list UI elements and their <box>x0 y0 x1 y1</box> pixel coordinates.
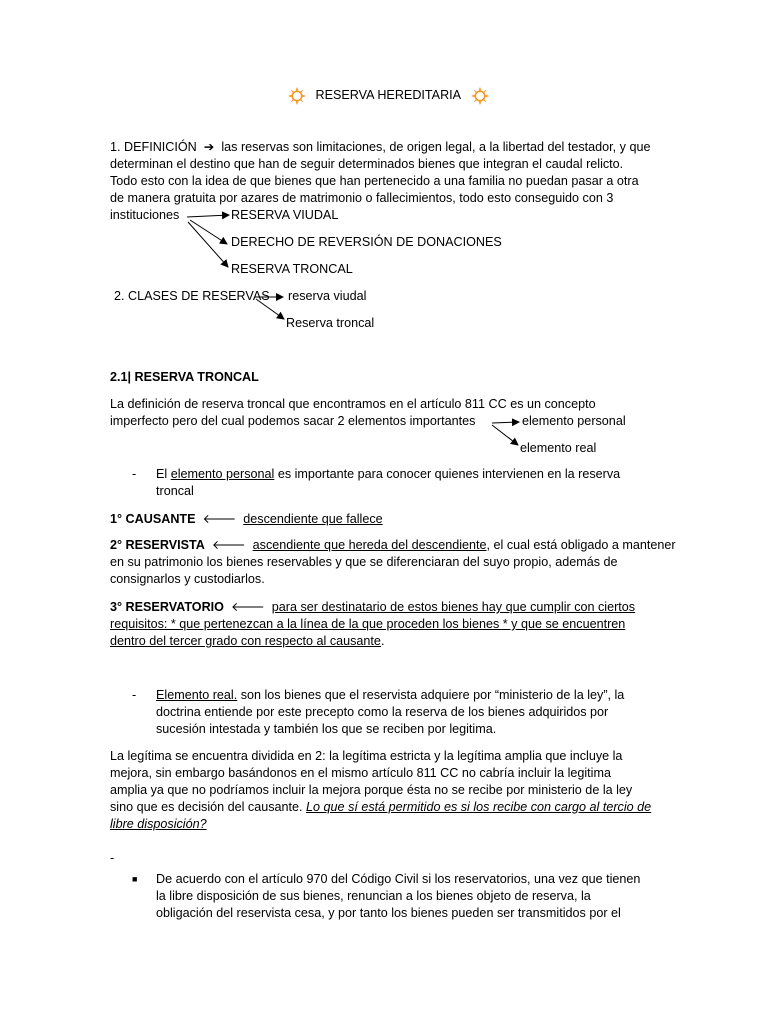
left-arrow-icon: 🡐 <box>208 538 250 552</box>
intro-line-2: imperfecto pero del cual podemos sacar 2 elementos importantes <box>110 414 476 428</box>
bullet2-line-3: sucesión intestada y también los que se reciben por legitima. <box>156 722 497 736</box>
legitima-line-2: mejora, sin embargo basándonos en el mismo artículo 811 CC no cabría incluir la legitima <box>110 766 611 780</box>
dash-bullet-icon: - <box>132 467 137 481</box>
left-arrow-icon: 🡐 <box>199 512 240 526</box>
clase-item: reserva viudal <box>288 289 367 303</box>
section-heading: 2.1| RESERVA TRONCAL <box>110 370 259 384</box>
page-title: RESERVA HEREDITARIA <box>315 88 462 103</box>
reservista-label: 2° RESERVISTA <box>110 538 205 552</box>
intro-line-1: La definición de reserva troncal que encontramos en el artículo 811 CC es un concepto <box>110 397 596 411</box>
legitima-line-3: amplia ya que no podríamos incluir la mejora porque ésta no se recibe por ministerio de la ley <box>110 783 633 797</box>
definicion-line-3: Todo esto con la idea de que bienes que han pertenecido a una familia no puedan pasar a otra <box>110 174 639 188</box>
sq-line-3: obligación del reservista cesa, y por tanto los bienes pueden ser transmitidos por el <box>156 906 621 920</box>
bullet-text-post: es importante para conocer quienes intervienen en la reserva <box>277 467 621 481</box>
legitima-italic-1: Lo que sí está permitido es si los recibe con cargo al tercio de <box>306 800 652 814</box>
clase-item: Reserva troncal <box>286 316 375 330</box>
reservatorio-label: 3° RESERVATORIO <box>110 600 224 614</box>
connector-arrow <box>256 299 284 319</box>
stray-dash: - <box>110 851 115 865</box>
legitima-italic-2: libre disposición? <box>110 817 207 831</box>
dash-bullet-icon: - <box>132 688 137 702</box>
connector-arrow <box>187 215 229 217</box>
definicion-line-4: de manera gratuita por azares de matrimonio o fallecimientos, todo esto conseguido con 3 <box>110 191 614 205</box>
legitima-line-1: La legítima se encuentra dividida en 2: la legítima estricta y la legítima amplia que incluye la <box>110 749 623 763</box>
institucion-item: RESERVA TRONCAL <box>231 262 353 276</box>
bullet2-post: son los bienes que el reservista adquiere por “ministerio de la ley”, la <box>237 688 625 702</box>
reservatorio-line-2: requisitos: * que pertenezcan a la línea de la que proceden los bienes * y que se encuentren <box>110 617 626 631</box>
right-arrow-icon: ➔ <box>200 140 218 154</box>
definicion-text-1: las reservas son limitaciones, de origen legal, a la libertad del testador, y que <box>221 140 651 154</box>
clases-label: 2. CLASES DE RESERVAS <box>114 289 270 303</box>
bullet-text-pre: El <box>156 467 168 481</box>
reservatorio-end: . <box>380 634 385 648</box>
institucion-item: RESERVA VIUDAL <box>231 208 339 222</box>
causante-label: 1° CAUSANTE <box>110 512 196 526</box>
definicion-line-2: determinan el destino que han de seguir determinados bienes que integran el caudal relicto. <box>110 157 624 171</box>
left-arrow-icon: 🡐 <box>227 600 269 614</box>
bullet-line-2: troncal <box>156 484 194 498</box>
sq-line-1: De acuerdo con el artículo 970 del Código Civil si los reservatorios, una vez que tienen <box>156 872 641 886</box>
reservista-line-2: en su patrimonio los bienes reservables y que se diferenciaran del suyo propio, además de <box>110 555 618 569</box>
reservista-post: , el cual está obligado a mantener <box>486 538 676 552</box>
connector-arrow <box>492 422 519 423</box>
bullet2-underline: Elemento real. <box>156 688 238 702</box>
bullet2-line-2: doctrina entiende por este precepto como la reserva de los bienes adquiridos por <box>156 705 609 719</box>
square-bullet-icon: ■ <box>132 874 138 884</box>
reservista-underline: ascendiente que hereda del descendiente <box>252 538 487 552</box>
connector-arrow <box>188 222 228 267</box>
institucion-item: DERECHO DE REVERSIÓN DE DONACIONES <box>231 235 502 249</box>
connector-arrow <box>492 425 518 445</box>
reservatorio-text-1: para ser destinatario de estos bienes hay que cumplir con ciertos <box>271 600 636 614</box>
elemento-item: elemento personal <box>522 414 626 428</box>
sq-line-2: la libre disposición de sus bienes, renuncian a los bienes objeto de reserva, la <box>156 889 591 903</box>
legitima-line-4: sino que es decisión del causante. <box>110 800 303 814</box>
bullet-text-underline: elemento personal <box>170 467 275 481</box>
connector-arrow <box>190 220 227 244</box>
reservatorio-line-3: dentro del tercer grado con respecto al causante <box>110 634 381 648</box>
definicion-line-5: instituciones <box>110 208 180 222</box>
reservista-line-3: consignarlos y custodiarlos. <box>110 572 265 586</box>
elemento-item: elemento real <box>520 441 597 455</box>
definicion-lead: 1. DEFINICIÓN <box>110 140 197 154</box>
causante-text: descendiente que fallece <box>243 512 383 526</box>
